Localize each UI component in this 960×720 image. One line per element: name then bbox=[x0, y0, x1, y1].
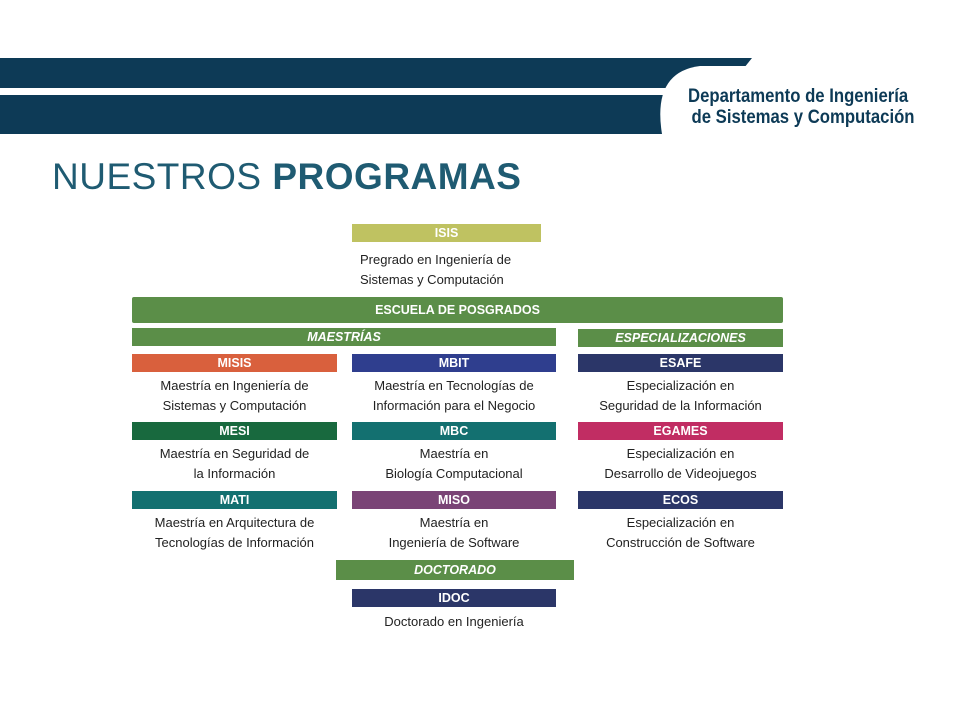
program-desc-line: Maestría en bbox=[419, 446, 489, 461]
program-bar-miso: MISO bbox=[352, 491, 556, 509]
program-desc-line: Especialización en bbox=[626, 446, 735, 461]
page-title-bold: PROGRAMAS bbox=[272, 156, 522, 197]
program-bar-isis: ISIS bbox=[352, 224, 541, 242]
header-stripe-top bbox=[0, 58, 752, 88]
program-desc-line: Tecnologías de Información bbox=[155, 534, 314, 550]
program-desc-line: Doctorado en Ingeniería bbox=[384, 614, 524, 629]
program-desc-mesi bbox=[132, 444, 337, 483]
program-desc-isis bbox=[360, 250, 511, 289]
program-bar-ecos: ECOS bbox=[578, 491, 783, 509]
program-desc-line: Maestría en bbox=[419, 515, 489, 530]
department-name-line2: de Sistemas y Computación bbox=[691, 107, 915, 128]
program-desc-mati bbox=[132, 513, 337, 552]
program-desc-line: Información para el Negocio bbox=[372, 397, 536, 413]
program-desc-misis bbox=[132, 376, 337, 415]
program-desc-mbc bbox=[352, 444, 556, 483]
program-desc-esafe bbox=[578, 376, 783, 415]
program-desc-line: Pregrado en Ingeniería de bbox=[360, 252, 512, 267]
program-bar-egames: EGAMES bbox=[578, 422, 783, 440]
program-bar-mbc: MBC bbox=[352, 422, 556, 440]
program-desc-line: Seguridad de la Información bbox=[599, 397, 762, 413]
program-desc-ecos bbox=[578, 513, 783, 552]
program-desc-line: Sistemas y Computación bbox=[360, 271, 504, 287]
program-desc-line: Sistemas y Computación bbox=[162, 397, 307, 413]
section-bar-doctorado: DOCTORADO bbox=[336, 560, 574, 580]
program-bar-esafe: ESAFE bbox=[578, 354, 783, 372]
program-desc-line: Desarrollo de Videojuegos bbox=[604, 465, 757, 481]
section-bar-posgrados: ESCUELA DE POSGRADOS bbox=[132, 297, 783, 323]
page-title-regular: NUESTROS bbox=[52, 156, 273, 197]
department-name-line1: Departamento de Ingeniería bbox=[688, 86, 909, 107]
program-desc-miso bbox=[352, 513, 556, 552]
program-desc-line: Ingeniería de Software bbox=[388, 534, 520, 550]
program-desc-line: Especialización en bbox=[626, 378, 735, 393]
program-desc-line: Maestría en Seguridad de bbox=[159, 446, 310, 461]
section-bar-maestrias: MAESTRÍAS bbox=[132, 328, 556, 346]
section-bar-especializaciones: ESPECIALIZACIONES bbox=[578, 329, 783, 347]
program-desc-idoc bbox=[352, 612, 556, 632]
program-desc-line: Especialización en bbox=[626, 515, 735, 530]
program-bar-misis: MISIS bbox=[132, 354, 337, 372]
program-desc-line: Maestría en Ingeniería de bbox=[160, 378, 309, 393]
program-desc-line: Maestría en Tecnologías de bbox=[374, 378, 534, 393]
program-desc-line: Maestría en Arquitectura de bbox=[154, 515, 315, 530]
program-desc-egames bbox=[578, 444, 783, 483]
program-desc-line: Biología Computacional bbox=[385, 465, 523, 481]
program-desc-line: la Información bbox=[193, 465, 276, 481]
program-bar-mati: MATI bbox=[132, 491, 337, 509]
department-name bbox=[688, 86, 915, 128]
program-bar-mbit: MBIT bbox=[352, 354, 556, 372]
program-desc-line: Construcción de Software bbox=[606, 534, 755, 550]
program-desc-mbit bbox=[352, 376, 556, 415]
program-bar-mesi: MESI bbox=[132, 422, 337, 440]
page-title bbox=[52, 156, 521, 198]
program-bar-idoc: IDOC bbox=[352, 589, 556, 607]
header-stripe-bottom bbox=[0, 95, 680, 134]
